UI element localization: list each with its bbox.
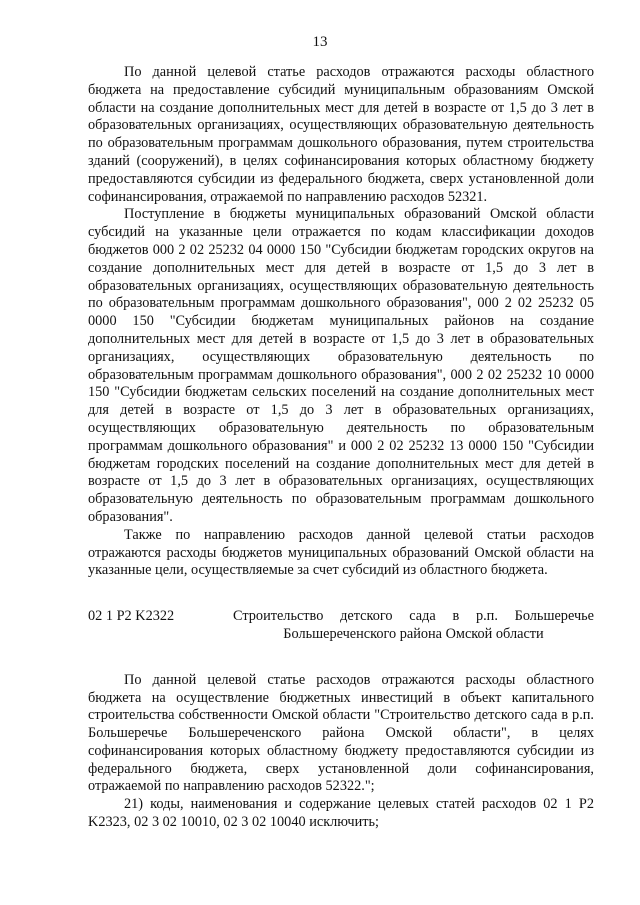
target-article-title: Строительство детского сада в р.п. Большеречье Большереченского района Омской области [233, 608, 594, 642]
paragraph-income-codes: Поступление в бюджеты муниципальных образований Омской области субсидий на указанные цели отражается по кодам классификации доходов бюджетов 000 2 02 25232 04 0000 150 "Субсидии бюджетам городских округов на создание дополнительных мест для детей в возрасте от 1,5 до 3 лет в образовательных организациях, осуществляющих образовательную деятельность по образовательным программам дошкольного образования", 000 2 02 25232 05 0000 150 "Субсидии бюджетам муниципальных районов на создание дополнительных мест для детей в возрасте от 1,5 до 3 лет в образовательных организациях, осуществляющих образовательную деятельность по образовательным программам дошкольного образования", 000 2 02 25232 10 0000 150 "Субсидии бюджетам сельских поселений на создание дополнительных мест для детей в возрасте от 1,5 до 3 лет в образовательных организациях, осуществляющих образовательную деятельность по образовательным программам дошкольного образования" и 000 2 02 25232 13 0000 150 "Субсидии бюджетам городских поселений на создание дополнительных мест для детей в возрасте от 1,5 до 3 лет в образовательных организациях, осуществляющих образовательную деятельность по образовательным программам дошкольного образования". [88, 206, 594, 525]
paragraph-item-21: 21) коды, наименования и содержание целевых статей расходов 02 1 P2 K2323, 02 3 02 10010, 02 3 02 10040 исключить; [88, 796, 594, 831]
paragraph-expense-description: По данной целевой статье расходов отражаются расходы областного бюджета на предоставление субсидий муниципальным образованиям Омской области на создание дополнительных мест для детей в возрасте от 1,5 до 3 лет в образовательных организациях, осуществляющих образовательную деятельность по образовательным программам дошкольного образования, путем строительства зданий (сооружений), в целях софинансирования которых областному бюджету предоставляются субсидии из федерального бюджета, сверх установленной доли софинансирования, отражаемой по направлению расходов 52321. [88, 64, 594, 205]
document-body [88, 64, 594, 832]
paragraph-investment-description: По данной целевой статье расходов отражаются расходы областного бюджета на осуществление бюджетных инвестиций в объект капитального строительства собственности Омской области "Строительство детского сада в р.п. Большеречье Большереченского района Омской области", в целях софинансирования которых областному бюджету предоставляются субсидии из федерального бюджета, сверх установленной доли софинансирования, отражаемой по направлению расходов 52322."; [88, 671, 594, 795]
page-number: 13 [312, 34, 328, 50]
target-article-heading [88, 608, 594, 644]
target-article-code: 02 1 P2 K2322 [88, 608, 175, 625]
paragraph-municipal-expenses: Также по направлению расходов данной целевой статьи расходов отражаются расходы бюджетов муниципальных образований Омской области на указанные цели, осуществляемые за счет субсидий из областного бюджета. [88, 526, 594, 579]
